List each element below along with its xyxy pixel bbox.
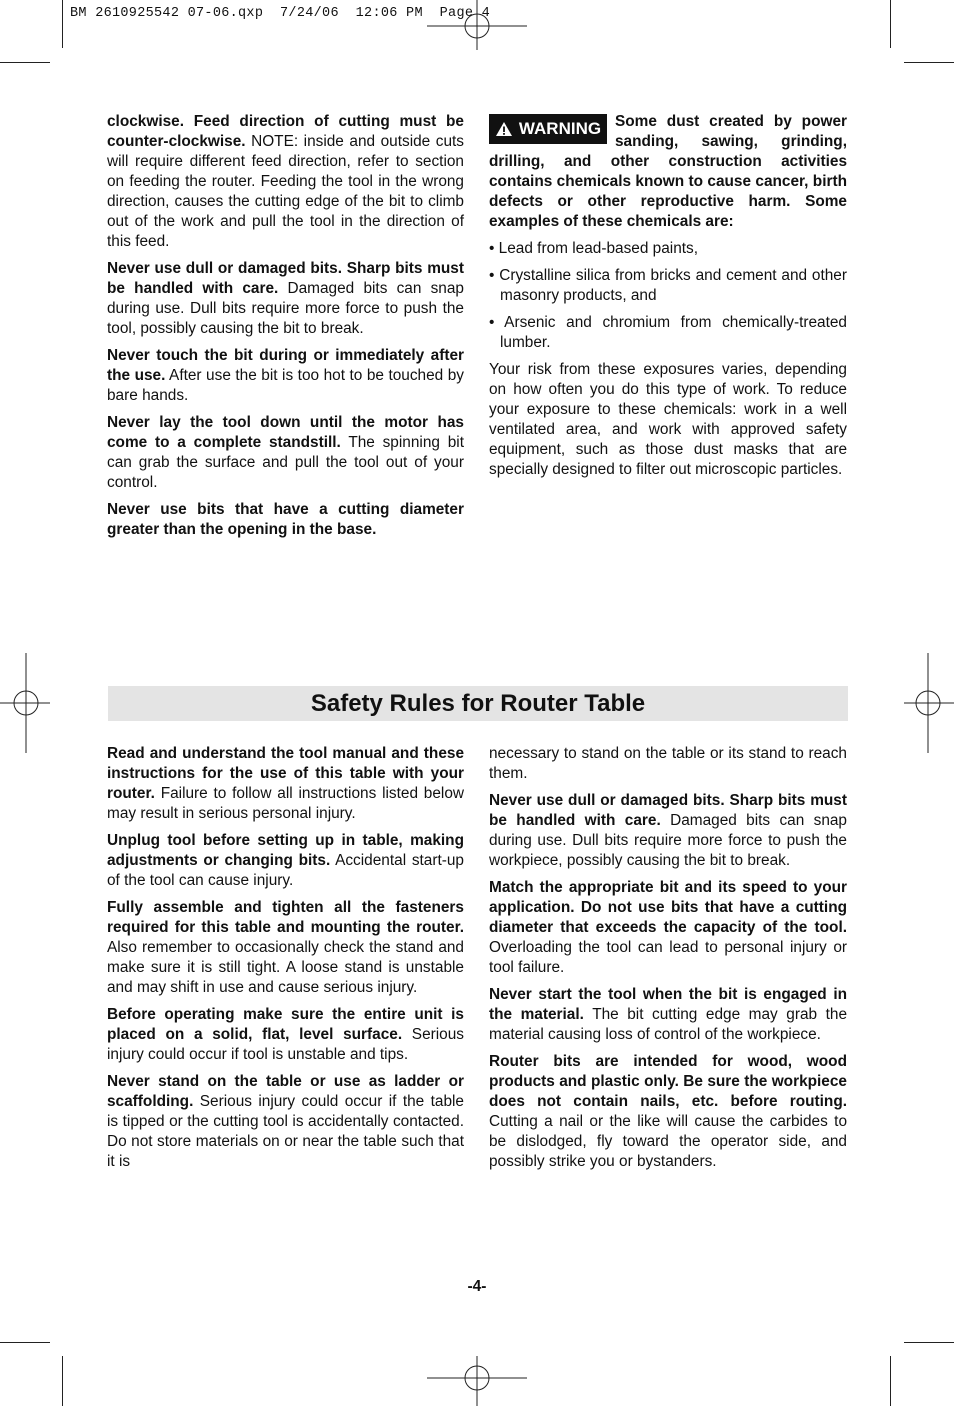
text-run: necessary to stand on the table or its stand to reach them. <box>489 745 847 782</box>
paragraph <box>489 878 847 978</box>
paragraph <box>107 898 464 998</box>
bold-run: Never use bits that have a cutting diameter greater than the opening in the base. <box>107 501 464 538</box>
crop-mark <box>62 0 63 48</box>
paragraph <box>107 1072 464 1172</box>
text-run: The bit cutting edge may grab the material causing loss of control of the workpiece. <box>489 1006 848 1043</box>
registration-mark-icon <box>0 653 50 753</box>
list-item: • Lead from lead-based paints, <box>489 240 699 257</box>
print-slug: BM 2610925542 07-06.qxp 7/24/06 12:06 PM Page 4 <box>70 6 491 21</box>
warning-badge <box>489 114 607 144</box>
text-run: Serious injury could occur if the table is tipped or the cutting tool is accidentally contacted. Do not store materials on or near the table such that it is <box>107 1093 464 1170</box>
text-run: NOTE: inside and outside cuts will require different feed direction, refer to section on feeding the router. Feeding the tool in the wrong direction, causes the cutting edge of the bit to climb out of the work and pull the tool in the direction of this feed. <box>107 133 464 250</box>
paragraph <box>107 1005 464 1065</box>
bold-run: Never lay the tool down until the motor has come to a complete standstill. <box>107 414 464 451</box>
text-run: The spinning bit can grab the surface and pull the tool out of your control. <box>107 434 464 491</box>
top-left-column <box>107 112 464 547</box>
bold-run: Unplug tool before setting up in table, making adjustments or changing bits. <box>107 832 464 869</box>
paragraph <box>107 259 464 339</box>
paragraph <box>489 985 847 1045</box>
text-run: After use the bit is too hot to be touched by bare hands. <box>107 367 464 404</box>
paragraph <box>489 744 847 784</box>
bold-run: Before operating make sure the entire unit is placed on a solid, flat, level surface. <box>107 1006 464 1043</box>
text-run: Cutting a nail or the like will cause the carbides to be dislodged, fly toward the operator side, and possibly strike you or bystanders. <box>489 1113 847 1170</box>
registration-mark-icon <box>904 653 954 753</box>
warning-triangle-icon <box>495 121 513 137</box>
crop-mark <box>890 1356 891 1406</box>
bottom-right-column <box>489 744 847 1179</box>
bold-run: Never use dull or damaged bits. Sharp bits must be handled with care. <box>107 260 464 297</box>
crop-mark <box>62 1356 63 1406</box>
paragraph <box>107 413 464 493</box>
crop-mark <box>0 1342 50 1343</box>
bold-run: Fully assemble and tighten all the fasteners required for this table and mounting the router. <box>107 899 464 936</box>
section-title: Safety Rules for Router Table <box>108 686 848 721</box>
warning-paragraph <box>489 112 847 232</box>
paragraph <box>107 500 464 540</box>
bold-run: clockwise. Feed direction of cutting must be counter-clockwise. <box>107 113 464 150</box>
text-run: Damaged bits can snap during use. Dull bits require more force to push the tool, possibly causing the bit to break. <box>107 280 464 337</box>
list-item: • Crystalline silica from bricks and cement and other masonry products, and <box>489 267 847 304</box>
risk-paragraph: Your risk from these exposures varies, depending on how often you do this type of work. To reduce your exposure to these chemicals: work in a well ventilated area, and work with approved safety equipment, such as those dust masks that are specially designed to filter out microscopic particles. <box>489 361 847 478</box>
crop-mark <box>904 1342 954 1343</box>
paragraph <box>489 791 847 871</box>
top-right-column <box>489 112 847 487</box>
warning-text: Some dust created by power sanding, sawing, grinding, drilling, and other construction activities contains chemicals known to cause cancer, birth defects or other reproductive harm. Some examples of these chemicals are: <box>489 113 847 230</box>
text-run: Damaged bits can snap during use. Dull bits require more force to push the workpiece, possibly causing the bit to break. <box>489 812 847 869</box>
text-run: Serious injury could occur if tool is unstable and tips. <box>107 1026 464 1063</box>
text-run: Overloading the tool can lead to personal injury or tool failure. <box>489 939 847 976</box>
text-run: Also remember to occasionally check the stand and make sure it is still tight. A loose stand is unstable and may shift in use and cause serious injury. <box>107 939 464 996</box>
registration-mark-icon <box>427 1356 527 1406</box>
crop-mark <box>0 62 50 63</box>
registration-mark-icon <box>427 0 527 50</box>
crop-mark <box>890 0 891 48</box>
text-run: Accidental start-up of the tool can cause injury. <box>107 852 464 889</box>
paragraph <box>107 112 464 252</box>
paragraph <box>107 346 464 406</box>
text-run: Failure to follow all instructions listed below may result in serious personal injury. <box>107 785 464 822</box>
bold-run: Never touch the bit during or immediately after the use. <box>107 347 464 384</box>
page-number: -4- <box>467 1278 487 1295</box>
bold-run: Match the appropriate bit and its speed to your application. Do not use bits that have a cutting diameter that exceeds the capacity of the tool. <box>489 879 847 936</box>
bold-run: Read and understand the tool manual and these instructions for the use of this table with your router. <box>107 745 464 802</box>
bold-run: Never stand on the table or use as ladder or scaffolding. <box>107 1073 464 1110</box>
bold-run: Router bits are intended for wood, wood products and plastic only. Be sure the workpiece does not contain nails, etc. before routing. <box>489 1053 847 1110</box>
list-item: • Arsenic and chromium from chemically-treated lumber. <box>489 314 847 351</box>
bold-run: Never start the tool when the bit is engaged in the material. <box>489 986 847 1023</box>
warning-label: WARNING <box>518 119 602 138</box>
paragraph <box>107 831 464 891</box>
crop-mark <box>904 62 954 63</box>
paragraph <box>107 744 464 824</box>
bold-run: Never use dull or damaged bits. Sharp bits must be handled with care. <box>489 792 847 829</box>
paragraph <box>489 1052 847 1172</box>
bottom-left-column <box>107 744 464 1179</box>
